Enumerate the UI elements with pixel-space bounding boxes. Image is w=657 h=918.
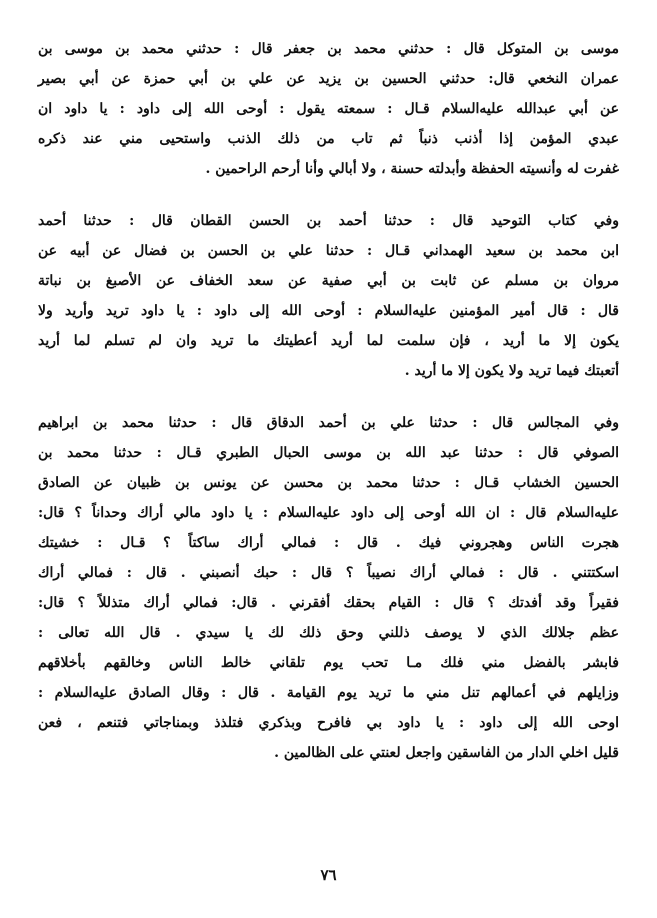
text-line: موسى بن المتوكل قال : حدثني محمد بن جعفر قال : حدثني محمد بن موسى بن <box>38 41 619 57</box>
text-line: مروان بن مسلم عن ثابت بن أبي صفية عن سعد الخفاف عن الأصبغ بن نباتة <box>38 273 619 289</box>
text-line: عبدي المؤمن إذا أذنب ذنباً ثم تاب من ذلك الذنب واستحيى مني عند ذكره <box>38 131 619 147</box>
text-line: عمران النخعي قال: حدثني الحسين بن يزيد عن علي بن أبي حمزة عن أبي بصير <box>38 71 619 87</box>
text-line: يكون إلا ما أريد ، فإن سلمت لما أريد أعطيتك ما تريد وان لم تسلم لما أريد <box>38 333 619 349</box>
paragraph-1 <box>38 34 619 184</box>
text-line: قال : قال أمير المؤمنين عليه‌السلام : أوحى الله إلى داود : يا داود تريد وأريد ولا <box>38 303 619 319</box>
text-line: اسكتتني . قال : فمالي أراك نصيباً ؟ قال : حبك أنصبني . قال : فمالي أراك <box>38 565 619 581</box>
text-line: غفرت له وأنسيته الحفظة وأبدلته حسنة ، ولا أبالي وأنا أرحم الراحمين . <box>205 161 619 177</box>
paragraph-spacer <box>38 184 619 206</box>
text-line: عظم جلالك الذي لا يوصف ذللني وحق ذلك لك يا سيدي . قال الله تعالى : <box>38 625 619 641</box>
text-line: الصوفي قال : حدثنا عبد الله بن موسى الحبال الطبري قـال : حدثنا محمد بن <box>38 445 619 461</box>
text-line: اوحى الله إلى داود : يا داود بي فافرح وبذكري فتلذذ وبمناجاتي فتنعم ، فعن <box>38 715 619 731</box>
text-line: الحسين الخشاب قـال : حدثنا محمد بن محسن عن يونس بن ظبيان عن الصادق <box>38 475 619 491</box>
text-line: فابشر بالفضل مني فلك مـا تحب يوم تلقاني خالط الناس وخالقهم بأخلاقهم <box>38 655 619 671</box>
paragraph-3 <box>38 408 619 768</box>
text-line: أتعبتك فيما تريد ولا يكون إلا ما أريد . <box>404 363 619 379</box>
text-line: وزايلهم في أعمالهم تنل مني ما تريد يوم القيامة . قال : وقال الصادق عليه‌السلام : <box>38 685 619 701</box>
text-line: فقيراً وقد أفدتك ؟ قال : القيام بحقك أفقرني . قال: فمالي أراك متذللاً ؟ قال: <box>38 595 619 611</box>
text-line: هجرت الناس وهجروني فيك . قال : فمالي أراك ساكتاً ؟ قـال : خشيتك <box>38 535 619 551</box>
text-line: وفي المجالس قال : حدثنا علي بن أحمد الدقاق قال : حدثنا محمد بن ابراهيم <box>38 415 619 431</box>
text-line: عن أبي عبدالله عليه‌السلام قـال : سمعته يقول : أوحى الله إلى داود : يا داود ان <box>38 101 619 117</box>
text-line: ابن محمد بن سعيد الهمداني قـال : حدثنا علي بن الحسن بن فضال عن أبيه عن <box>38 243 619 259</box>
paragraph-2 <box>38 206 619 386</box>
text-line: قليل اخلي الدار من الفاسقين واجعل لعنتي على الظالمين . <box>274 745 619 761</box>
page-number: ٧٦ <box>320 866 337 884</box>
text-line: وفي كتاب التوحيد قال : حدثنا أحمد بن الحسن القطان قال : حدثنا أحمد <box>38 213 619 229</box>
paragraph-spacer <box>38 386 619 408</box>
page-body <box>38 34 619 768</box>
text-line: عليه‌السلام قال : ان الله أوحى إلى داود عليه‌السلام : يا داود مالي أراك وحداناً ؟ قال: <box>38 505 619 521</box>
